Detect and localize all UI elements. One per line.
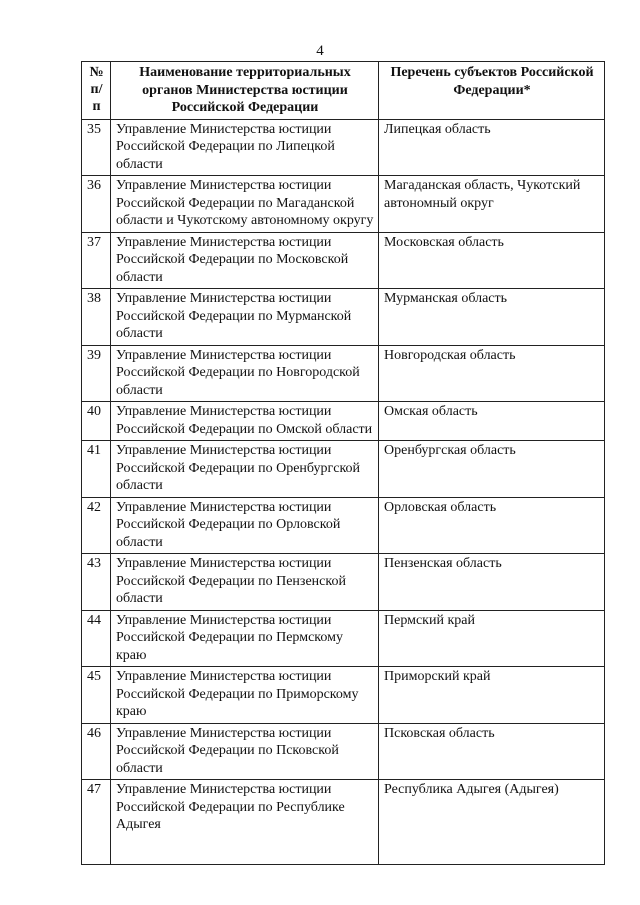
row-subjects: Псковская область — [379, 723, 605, 780]
table-row — [82, 780, 605, 865]
header-name: Наименование территориальных органов Министерства юстиции Российской Федерации — [111, 62, 379, 120]
row-name: Управление Министерства юстиции Российской Федерации по Пермскому краю — [111, 610, 379, 667]
row-subjects: Московская область — [379, 232, 605, 289]
row-num: 37 — [82, 232, 111, 289]
table-row — [82, 402, 605, 441]
header-num: № п/п — [82, 62, 111, 120]
row-subjects: Орловская область — [379, 497, 605, 554]
table-row — [82, 497, 605, 554]
row-name: Управление Министерства юстиции Российской Федерации по Пензенской области — [111, 554, 379, 611]
table-row — [82, 441, 605, 498]
row-name: Управление Министерства юстиции Российской Федерации по Липецкой области — [111, 119, 379, 176]
row-num: 42 — [82, 497, 111, 554]
row-name: Управление Министерства юстиции Российской Федерации по Орловской области — [111, 497, 379, 554]
row-num: 47 — [82, 780, 111, 865]
row-name: Управление Министерства юстиции Российской Федерации по Псковской области — [111, 723, 379, 780]
row-subjects: Республика Адыгея (Адыгея) — [379, 780, 605, 865]
row-subjects: Липецкая область — [379, 119, 605, 176]
row-subjects: Мурманская область — [379, 289, 605, 346]
page-number: 4 — [316, 43, 324, 59]
table-header-row — [82, 62, 605, 120]
row-subjects: Пермский край — [379, 610, 605, 667]
header-subjects: Перечень субъектов Российской Федерации* — [379, 62, 605, 120]
table-row — [82, 232, 605, 289]
table-row — [82, 119, 605, 176]
row-num: 40 — [82, 402, 111, 441]
row-name: Управление Министерства юстиции Российской Федерации по Новгородской области — [111, 345, 379, 402]
table-row — [82, 610, 605, 667]
row-name: Управление Министерства юстиции Российской Федерации по Республике Адыгея — [111, 780, 379, 865]
row-num: 36 — [82, 176, 111, 233]
row-name: Управление Министерства юстиции Российской Федерации по Омской области — [111, 402, 379, 441]
row-num: 38 — [82, 289, 111, 346]
row-subjects: Магаданская область, Чукотский автономный округ — [379, 176, 605, 233]
table-row — [82, 667, 605, 724]
row-name: Управление Министерства юстиции Российской Федерации по Приморскому краю — [111, 667, 379, 724]
row-num: 46 — [82, 723, 111, 780]
territorial-bodies-table — [81, 61, 605, 865]
table-row — [82, 723, 605, 780]
row-subjects: Новгородская область — [379, 345, 605, 402]
row-name: Управление Министерства юстиции Российской Федерации по Мурманской области — [111, 289, 379, 346]
row-subjects: Пензенская область — [379, 554, 605, 611]
row-subjects: Оренбургская область — [379, 441, 605, 498]
row-name: Управление Министерства юстиции Российской Федерации по Магаданской области и Чукотскому автономному округу — [111, 176, 379, 233]
row-num: 35 — [82, 119, 111, 176]
row-num: 44 — [82, 610, 111, 667]
table-row — [82, 554, 605, 611]
table-row — [82, 176, 605, 233]
table-row — [82, 289, 605, 346]
row-subjects: Омская область — [379, 402, 605, 441]
row-num: 45 — [82, 667, 111, 724]
table-row — [82, 345, 605, 402]
row-num: 43 — [82, 554, 111, 611]
row-subjects: Приморский край — [379, 667, 605, 724]
row-num: 39 — [82, 345, 111, 402]
row-name: Управление Министерства юстиции Российской Федерации по Московской области — [111, 232, 379, 289]
row-num: 41 — [82, 441, 111, 498]
row-name: Управление Министерства юстиции Российской Федерации по Оренбургской области — [111, 441, 379, 498]
